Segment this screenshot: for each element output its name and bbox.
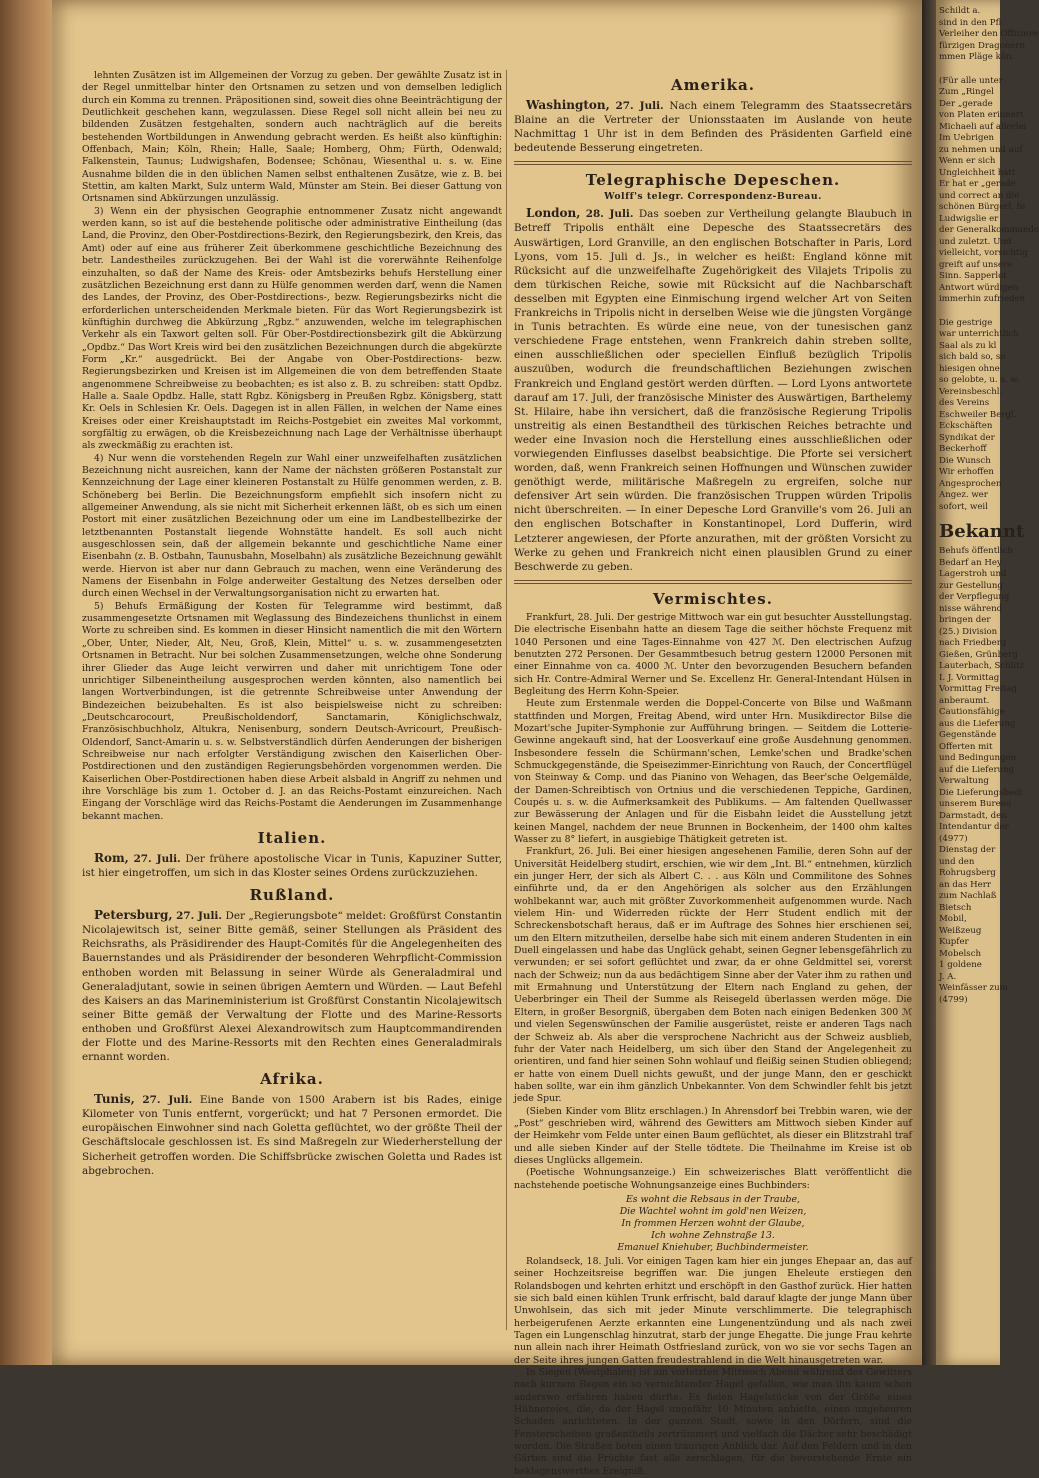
next-page-line: Vormittag Freitag — [939, 684, 1017, 694]
book-binding — [0, 0, 52, 1365]
next-page-line: Die gestrige — [939, 317, 993, 328]
dateline-city: Rom, — [94, 850, 129, 865]
next-page-line: auf die Lieferung — [939, 764, 1015, 775]
next-page-line: Offerten mit — [939, 741, 993, 752]
poem-line: Es wohnt die Rebsaus in der Traube, — [626, 1193, 800, 1205]
next-page-line: Lagerstroh und — [939, 569, 1007, 579]
next-page-line: (Für alle unter — [939, 75, 1003, 86]
next-page-line: (4977) — [939, 833, 968, 844]
section-divider — [514, 161, 912, 165]
left-paragraph: 5) Behufs Ermäßigung der Kosten für Telegramme wird bestimmt, daß zusammengesetzte Ortsnamen mit Weglassung des Bindezeichens thunlichst in einem Worte zu schreiben sind. Es kommen in dieser Hinsicht namentlich die mit den Wörtern „Ober, Unter, Nieder, Alt, Neu, Groß, Klein, Mittel“ u. s. w. zusammengesetzten Ortsnamen in Betracht. Nur bei solchen Zusammensetzungen, welche ohne Sonderung ihrer Glieder das Auge leicht verwirren und daher mit unrichtigem Tone oder unrichtiger Silbeneintheilung ausgesprochen werden könnten, also namentlich bei langen Wortverbindungen, ist die getrennte Schreibweise unter Anwendung der Bindezeichen beizubehalten. Es ist also beispielsweise nicht zu schreiben: „Deutschcarocourt, Preußischoldendorf, Sanctamarin, Königlichschwalz, Französischbuchholz, Altukra, Nenisenburg, sondern Deutsch-Avricourt, Preußisch-Oldendorf, Sanct-Amarin u. s. w. Selbstverständlich dürfen Aenderungen der bisherigen Schreibweise nur nach erfolgter Verständigung zwischen den Kaiserlichen Ober-Postdirectionen und den zuständigen Regierungsbehörden vorgenommen werden. Die Kaiserlichen Ober-Postdirectionen haben diese Arbeit alsbald in Angriff zu nehmen und ihre Vorschläge bis zum 1. October d. J. an das Reichs-Postamt einzureichen. Nach Eingang der Vorschläge wird das Reichs-Postamt die Aenderungen im Zusammenhange bekannt machen. — [82, 600, 502, 822]
news-item-tunis — [82, 1092, 502, 1178]
next-page-line: war unterrichtlich — [939, 329, 1019, 339]
next-page-line: Mobelsch — [939, 948, 982, 959]
next-page-line: Syndikat der — [939, 432, 995, 443]
news-text: Das soeben zur Vertheilung gelangte Blaubuch in Betreff Tripolis enthält eine Depesche des Staatssecretärs des Auswärtigen, Lord Granville, an den englischen Botschafter in Paris, Lord Lyons, vom 15. Juli d. Js., in welcher es heißt: England könne mit Rücksicht auf die unzweifelhafte Zugehörigkeit des Vilajets Tripolis zu dem türkischen Reiche, sowie mit Rücksicht auf die Nachbarschaft desselben mit Egypten eine Einmischung irgend welcher Art von Seiten Frankreichs in Tripolis nicht in derselben Weise wie die jüngsten Vorgänge in Tunis betrachten. Es würde eine neue, von der tunesischen ganz verschiedene Frage entstehen, wenn Frankreich dahin streben sollte, einen ausschließlichen oder speciellen Einfluß bezüglich Tripolis auszuüben, wodurch die freundschaftlichen Beziehungen zwischen Frankreich und England gestört werden dürften. — Lord Lyons antwortete darauf am 17. Juli, der französische Minister des Auswärtigen, Barthelemy St. Hilaire, habe ihn versichert, daß die französische Regierung Tripolis unstreitig als einen Bestandtheil des türkischen Reiches betrachte und weder eine Invasion noch die Herstellung eines ausschließlichen oder vorwiegenden Einflusses daselbst beabsichtige. Die Pforte sei versichert worden, daß, wenn Frankreich seinen Hoffnungen und Wünschen zuwider genöthigt werde, militärische Maßregeln zu ergreifen, solche nur defensiver Art sein würden. Die französischen Truppen würden Tripolis nicht überschreiten. — In einer Depesche Lord Granville's vom 26. Juli an den englischen Botschafter in Konstantinopel, Lord Dufferin, wird Letzterer angewiesen, der Pforte anzurathen, mit der größten Vorsicht zu Werke zu gehen und Frankreich nicht einen plausiblen Grund zu einer Beschwerde zu geben. — [514, 208, 913, 573]
next-page-line: unserem Bureau — [939, 799, 1012, 809]
next-page-line: Eckschäften — [939, 421, 993, 431]
misc-paragraph: Frankfurt, 26. Juli. Bei einer hiesigen angesehenen Familie, deren Sohn auf der Universität Heidelberg studirt, erschien, wie wir dem „Int. Bl.“ entnehmen, kürzlich ein junger Herr, der sich als Albert C. . . aus Köln und Commilitone des Sohnes einführte und, da er den Angehörigen als solcher aus den Erzählungen wohlbekannt war, auch mit größter Zuvorkommenheit aufgenommen wurde. Nach vielem Hin- und Widerreden rückte der Herr Student endlich mit der Schreckensbotschaft heraus, daß er im Auftrage des Sohnes hier erschienen sei, um den Eltern mitzutheilen, derselbe habe sich mit einem anderen Studenten in ein Duell eingelassen und habe das Unglück gehabt, seinen Gegner lebensgefährlich zu verwunden; er sei sofort geflüchtet und zwar, da er ohne Geldmittel sei, vorerst nach der Schweiz; nun da aus bedächtigem Sinne aber der Vater ihm zu rathen und mit Ermahnung und Unterstützung der Eltern nach England zu gehen, der Ueberbringer ein Theil der Summe als Reisegeld überlassen werden möge. Die Eltern, in großer Besorgniß, übergaben dem Boten nach einigen Bedenken 300 ℳ und vielen Segenswünschen der Familie ausgerüstet, reiste er anderen Tags nach der Schweiz ab. Als aber die versprochene Nachricht aus der Schweiz ausblieb, fuhr der Vater nach Heidelberg, um sich über den Stand der Angelegenheit zu orientiren, und fand hier seinen Sohn wohlauf und fleißig seinen Studien obliegend; er hatte von einem Duell nichts gewußt, und der junge Mann, den er geschickt haben sollte, war ein ihm gänzlich Unbekannter. Von dem Schwindler fehlt bis jetzt jede Spur. — [514, 846, 912, 1105]
next-page-line: zur Gestellung — [939, 580, 1003, 591]
next-page-line: der Verpflegung — [939, 592, 1010, 602]
next-page-line: hiesigen ohne — [939, 363, 1000, 374]
next-page-line: Kupfer — [939, 937, 969, 947]
next-page-line: und correct an die — [939, 190, 1020, 201]
news-item-washington — [514, 98, 912, 155]
next-page-line: Eschweiler Bergl. — [939, 409, 1017, 420]
left-paragraph: 4) Nur wenn die vorstehenden Regeln zur Wahl einer unzweifelhaften zusätzlichen Bezeichnung nicht ausreichen, kann der Name der nächsten größeren Postanstalt zur Kennzeichnung der Lage einer kleineren Postanstalt zu Hülfe genommen werden, z. B. Schöneberg bei Berlin. Die Bezeichnungsform empfiehlt sich insofern nicht zu allgemeiner Anwendung, als sie nicht mit Sicherheit erkennen läßt, ob es sich um einen Postort mit einer zusätzlichen Bezeichnung oder um eine im Landbestellbezirke der letztbenannten Postanstalt liegende Wohnstätte handelt. Es soll auch nicht ausgeschlossen sein, daß der allgemein bekannte und geschichtliche Name einer Eisenbahn (z. B. Ostbahn, Taunusbahn, Moselbahn) als zusätzliche Bezeichnung gewählt werde. Hiervon ist aber nur dann Gebrauch zu machen, wenn eine Veränderung des Namens der Eisenbahn in Folge anderweiter Gestaltung des Netzes derselben oder durch einen Wechsel in der Verwaltungsorganisation nicht zu erwarten hat. — [82, 452, 502, 600]
column-divider — [506, 70, 507, 1330]
misc-text — [514, 612, 912, 1478]
next-page-line: Beckerhoff — [939, 444, 987, 454]
dateline-date: 27. Juli. — [615, 100, 664, 112]
next-page-line: Weinfässer zum — [939, 983, 1008, 993]
agency-subheading: Wolff's telegr. Correspondenz-Bureau. — [604, 191, 822, 203]
next-page-line: bringen der — [939, 615, 991, 625]
next-page-line: greift auf unsere — [939, 259, 1013, 270]
misc-paragraph: (Sieben Kinder vom Blitz erschlagen.) In Ahrensdorf bei Trebbin waren, wie der „Post“ geschrieben wird, während des Gewitters am Mittwoch sieben Kinder auf der Heimkehr vom Felde unter einen Baum geflüchtet, als dieser ein Blitzstrahl traf und alle sieben Kinder auf der Stelle tödtete. Die Theilnahme im Kreise ist ob dieses Unglücks allgemein. — [514, 1105, 912, 1166]
next-page-line: mmen Pläge kön. — [939, 52, 1015, 62]
next-page-line: des Vereins — [939, 398, 990, 408]
next-page-line: Vereinsbeschl. — [939, 386, 1003, 397]
next-page-fragment — [936, 0, 1039, 1365]
next-page-line: immerhin zufrieden — [939, 294, 1026, 304]
next-page-line: und Bedingungen — [939, 753, 1017, 763]
left-intro-text — [82, 70, 502, 823]
dateline-city: Petersburg, — [94, 908, 173, 923]
section-heading-vermischtes: Vermischtes. — [653, 589, 773, 608]
next-page-line: von Platen erinnert — [939, 110, 1024, 120]
next-page-line: Sinn. Sapperlot — [939, 271, 1007, 281]
news-text: Der „Regierungsbote“ meldet: Großfürst Constantin Nicolajewitsch ist, seiner Bitte gemäß, seiner Stellungen als Präsident des Reichsraths, als Präsidirender des Haupt-Comités für die Angelegenheiten des Bauernstandes und als Präsidirender der besonderen Wehrpflicht-Commission enthoben worden mit Belassung in seiner Würde als Generaladmiral und Generaladjutant, sowie in seinen übrigen Aemtern und Würden. — Laut Befehl des Kaisers an das Marineministerium ist Großfürst Constantin Nicolajewitsch seiner Bitte gemäß der Verwaltung der Flotte und des Marine-Ressorts enthoben und Großfürst Alexei Alexandrowitsch zum Hauptcommandirenden der Flotte und des Marine-Ressorts mit den Rechten eines Generaladmirals ernannt worden. — [82, 910, 503, 1064]
next-page-line: Verleiher den Offiziere — [939, 29, 1038, 39]
next-page-line: I. J. Vormittag — [939, 672, 1000, 683]
dateline-city: Washington, — [526, 98, 610, 112]
next-page-line: Lauterbach, Schlitz — [939, 661, 1025, 671]
news-text: Der frühere apostolische Vicar in Tunis, Kapuziner Sutter, ist hier eingetroffen, um sich in das Kloster seines Ordens zurückzuziehen. — [82, 852, 503, 880]
next-page-line: sofort, weil — [939, 501, 988, 512]
misc-paragraph: Heute zum Erstenmale werden die Doppel-Concerte von Bilse und Waßmann stattfinden und Morgen, Freitag Abend, wird unter Hrn. Musikdirector Bilse die Mozart'sche Jupiter-Symphonie zur Aufführung bringen. — Seitdem die Lotterie-Gewinne angekauft sind, hat der Loosverkauf eine große Ausdehnung genommen. Insbesondere fesseln die Schürmann'schen, Lemke'schen und Bradke'schen Schmuckgegenstände, die Speisezimmer-Einrichtung von Rauch, der Concertflügel von Steinway & Comp. und das Pianino von Wehagen, das Beer'sche Oelgemälde, der Damen-Schreibtisch von Ortnius und die verschiedenen Teppiche, Gardinen, Coupés u. s. w. die Aufmerksamkeit des Publikums. — Am faltenden Quellwasser zur Bewässerung der Anlagen und für die Eisbahn leidet die Ausstellung jetzt keinen Mangel, nachdem der neue Brunnen in Bockenheim, der 1400 ohm kaltes Wasser zu 8° liefert, in ausgiebige Thätigkeit getreten ist. — [514, 698, 912, 845]
left-column — [82, 70, 502, 1310]
next-page-block — [936, 317, 1020, 514]
next-page-line: Cautionsfähige — [939, 707, 1005, 717]
dateline-city: London, — [526, 206, 581, 221]
newspaper-page — [52, 0, 922, 1477]
next-page-line: und zuletzt. Und — [939, 236, 1012, 247]
next-page-top-block — [936, 6, 1038, 64]
next-page-line: Verwaltung — [939, 776, 989, 786]
next-page-line: Der „gerade — [939, 98, 993, 109]
section-heading-amerika: Amerika. — [671, 76, 755, 94]
next-page-line: vielleicht, vorsichtig — [939, 248, 1028, 258]
next-page-line: sind in den Pfl — [939, 17, 1002, 28]
next-page-line: nisse während — [939, 603, 1003, 614]
next-page-line: Darmstadt, den — [939, 810, 1007, 821]
next-page-line: aus die Lieferung — [939, 718, 1016, 729]
news-text: Eine Bande von 1500 Arabern ist bis Rades, einige Kilometer von Tunis entfernt, vorgerückt; und hat 7 Personen ermordet. Die europäischen Einwohner sind nach Goletta geflüchtet, wo der größte Theil der Geschäftslocale geschlossen ist. Es sind Maßregeln zur Wiederherstellung der Sicherheit getroffen worden. Die Schiffsbrücke zwischen Goletta und Rades ist abgebrochen. — [82, 1094, 502, 1177]
dateline-date: 27. Juli. — [142, 1094, 193, 1107]
next-page-line: Gegenstände — [939, 730, 997, 740]
next-page-block — [936, 546, 1025, 1006]
next-page-line: Saal als zu kl — [939, 340, 997, 351]
next-page-line: Dienstag der — [939, 845, 996, 855]
next-page-line: Weißzeug — [939, 925, 982, 936]
news-item-rom — [82, 851, 502, 880]
next-page-line: Wenn er sich — [939, 156, 996, 166]
poem — [514, 1194, 912, 1254]
left-paragraph: 3) Wenn ein der physischen Geographie entnommener Zusatz nicht angewandt werden kann, so ist auf die bestehende politische oder administrative Eintheilung (das Land, die Provinz, den Ober-Postdirections-Bezirk, den Regierungsbezirk, den Kreis, das Amt) oder auf eine aus früherer Zeit überkommene geschichtliche Bezeichnung des betr. Landestheiles zurückzugehen. Bei der Wahl ist die vorerwähnte Reihenfolge einzuhalten, so daß der Name des Kreis- oder Amtsbezirks behufs Herstellung einer zusätzlichen Bezeichnung erst dann zu Hülfe genommen werden darf, wenn die Namen des Landes, der Provinz, des Ober-Postdirections-, bezw. Regierungsbezirks nicht die erforderlichen unterscheidenden Merkmale bieten. Für das Wort Regierungsbezirk ist künftighin durchweg die Abkürzung „Rgbz.“ anzuwenden, welche im telegraphischen Verkehr als ein Taxwort gelten soll. Für Ober-Postdirectionsbezirk gilt die Abkürzung „Opdbz.“ Das Wort Kreis wird bei den zusätzlichen Bezeichnungen durch die abgekürzte Form „Kr.“ ausgedrückt. Bei der Angabe von Ober-Postdirections- bezw. Regierungsbezirken und Kreisen ist im Allgemeinen die von dem betreffenden Staate angenommene Schreibweise zu beobachten; es ist also z. B. zu schreiben: statt Opdbz. Halle a. Saale Opdbz. Halle, statt Rgbz. Königsberg in Preußen Rgbz. Königsberg, statt Kr. Oels in Schlesien Kr. Oels. Dagegen ist in allen Fällen, in welchen der Name eines Kreises oder einer Kreishauptstadt im Reichs-Postgebiet ein zweites Mal vorkommt, sorgfältig zu erwägen, ob die Kreisbezeichnung nach Lage der Verhältnisse überhaupt als zweckmäßig zu erachten ist. — [82, 205, 502, 452]
next-page-line: Intendantur der — [939, 822, 1009, 832]
misc-paragraph: Frankfurt, 28. Juli. Der gestrige Mittwoch war ein gut besuchter Ausstellungstag. Die electrische Eisenbahn hatte an diesem Tage die seither höchste Frequenz mit 1040 Personen und eine Tages-Einnahme von 427 ℳ. Den electrischen Aufzug benutzten 272 Personen. Der Gesammtbesuch betrug gestern 12000 Personen mit einer Einnahme von ca. 4000 ℳ. Unter den bevorzugenden Besuchern befanden sich Hr. Contre-Admiral Werner und Se. Excellenz Hr. General-Intendant Hülsen in Begleitung des Herrn Kohn-Speier. — [514, 611, 913, 697]
next-page-line: Gießen, Grünberg — [939, 649, 1018, 660]
page-gutter — [922, 0, 936, 1365]
next-page-line: Die Wunsch — [939, 455, 991, 466]
dateline-date: 28. Juli. — [585, 208, 634, 221]
right-column — [514, 70, 913, 1477]
next-page-line: der Generalkommando — [939, 225, 1039, 235]
next-page-line: Behufs öffentlich — [939, 546, 1013, 556]
next-page-line: (4799) — [939, 994, 968, 1005]
dateline-date: 27. Juli. — [133, 852, 181, 865]
next-page-line: schönen Bürgerl. fo — [939, 202, 1026, 212]
news-item-petersburg — [82, 908, 502, 1064]
next-page-line: Bietsch — [939, 902, 972, 913]
next-page-line: Bedarf an Hey — [939, 557, 1002, 568]
next-page-line: Die Lieferungsbedi — [939, 787, 1023, 798]
next-page-line: 1 goldene — [939, 960, 982, 970]
next-page-line: Zum „Ringel — [939, 87, 994, 97]
next-page-heading: Bekannt — [939, 521, 1025, 542]
section-heading-afrika: Afrika. — [260, 1070, 324, 1089]
next-page-line: Wir erhoffen — [939, 467, 994, 477]
poem-line: Die Wachtel wohnt im gold'nen Weizen, — [619, 1205, 807, 1217]
next-page-line: zu nehmen und auf — [939, 144, 1023, 155]
next-page-line: und den — [939, 856, 975, 867]
next-page-line: an das Herr — [939, 879, 991, 890]
next-page-line: nach Friedberg — [939, 638, 1007, 648]
left-paragraph: lehnten Zusätzen ist im Allgemeinen der Vorzug zu geben. Der gewählte Zusatz ist in der Regel unmittelbar hinter den Ortsnamen zu setzen und von demselben lediglich durch ein Komma zu trennen. Präpositionen sind, soweit dies ohne Beeinträchtigung der Deutlichkeit geschehen kann, wegzulassen. Diese Regel soll nicht allein bei neu zu bildenden Zusätzen festgehalten, sondern auch nachträglich auf die bereits bestehenden Wortbildungen in Anwendung gebracht werden. Es heißt also künftighin: Offenbach, Main; Köln, Rhein; Halle, Saale; Homberg, Ohm; Fürth, Odenwald; Falkenstein, Taunus; Ludwigshafen, Bodensee; Schönau, Wiesenthal u. s. w. Eine Ausnahme bilden die in den üblichen Namen selbst enthaltenen Zusätze, wie z. B. bei Stettin, am kalten Markt, Sulz unterm Wald, Münster am Stein. Bei dieser Gattung von Ortsnamen sind Abkürzungen unzulässig. — [82, 70, 502, 205]
next-page-line: J. A. — [939, 971, 957, 982]
section-heading-telegraph: Telegraphische Depeschen. — [585, 171, 841, 190]
next-page-line: zum Nachlaß — [939, 891, 997, 901]
dateline-city: Tunis, — [94, 1092, 135, 1107]
poem-line: Ich wohne Zehnstraße 13. — [651, 1229, 775, 1241]
next-page-line: Rohrugsberg — [939, 868, 996, 878]
next-page-line: Mobil, — [939, 914, 967, 924]
section-heading-russland: Rußland. — [249, 886, 335, 905]
next-page-line: so gelobte, u. s. w. — [939, 375, 1020, 385]
misc-paragraph: Rolandseck, 18. Juli. Vor einigen Tagen kam hier ein junges Ehepaar an, das auf seiner Hochzeitsreise begriffen war. Die jungen Eheleute erstiegen den Rolandsbogen und kehrten erhitzt und erschöpft in den Gasthof zurück. Hier hatten sie sich bald einen kühlen Trunk erfrischt, bald darauf klagte der junge Mann über Unwohlsein, das sich mit jeder Minute verschlimmerte. Die telegraphisch herbeigerufenen Aerzte erkannten eine Lungenentzündung und als nach zwei Tagen ein Lungenschlag hinzutrat, starb der junge Ehegatte. Die junge Frau kehrte nun allein nach ihrer Heimath Ostfriesland zurück, von wo sie vor sechs Tagen an der Seite ihres jungen Gatten freudestrahlend in die Welt hinausgetreten war. — [514, 1255, 912, 1366]
news-text: Nach einem Telegramm des Staatssecretärs Blaine an die Vertreter der Unionsstaaten im Auslande von heute Nachmittag 1 Uhr ist in dem Befinden des Präsidenten Garfield eine bedeutende Besserung eingetreten. — [514, 100, 912, 155]
dateline-date: 27. Juli. — [176, 910, 222, 923]
next-page-line: fürzigen Dragonern — [939, 40, 1026, 51]
next-page-line: Antwort würdigen — [939, 282, 1019, 293]
next-page-line: anberaumt. — [939, 695, 990, 706]
next-page-line: Michaeli auf allerlei — [939, 121, 1027, 132]
poem-line: In frommen Herzen wohnt der Glaube, — [621, 1217, 805, 1229]
next-page-line: Er hat er „gerade — [939, 179, 1016, 189]
next-page-line: Ludwigslie er — [939, 213, 999, 224]
next-page-block — [936, 75, 1039, 306]
next-page-line: Angez. wer — [939, 490, 988, 500]
next-page-line: (25.) Division — [939, 626, 998, 637]
next-page-line: Im Uebrigen — [939, 133, 995, 143]
misc-paragraph: (Poetische Wohnungsanzeige.) Ein schweizerisches Blatt veröffentlicht die nachstehende poetische Wohnungsanzeige eines Buchbinders: — [514, 1167, 912, 1191]
section-divider — [514, 580, 912, 584]
section-heading-italien: Italien. — [257, 828, 327, 847]
next-page-line: sich bald so, so — [939, 352, 1006, 362]
misc-paragraph: In Siegen (Westphalen) ist am vorletzten Mittwoch Abend während des Gewitters nach kurzem Regen ein so vernichtender Hagel gefallen, wie man ihn kaum schon anderswo erfahren haben dürfte. Es fielen Hagelstücke von der Größe eines Hühnereies, die, da der Hagel ungefähr 10 Minuten anhielte, einen ungeheuren Schaden anrichteten. In der ganzen Stadt, sowie in den Dörfern, sind die Fensterscheiben großentheils zertrümmert und vielfach die Dächer sehr beschädigt worden. Die Straßen boten einen traurigen Anblick dar. Auf den Feldern und in den Gärten sind die Früchte fast alle zerschlagen, für die bevorstehende Ernte ein beklagenswerthes Ereigniß. — [514, 1367, 912, 1477]
next-page-line: Schildt a. — [939, 6, 981, 16]
next-page-line: Ungleichheit hatt — [939, 167, 1016, 178]
news-item-london — [514, 206, 912, 573]
next-page-line: Angesprochen — [939, 478, 1002, 489]
poem-signature: Emanuel Kniehuber, Buchbindermeister. — [617, 1241, 809, 1253]
